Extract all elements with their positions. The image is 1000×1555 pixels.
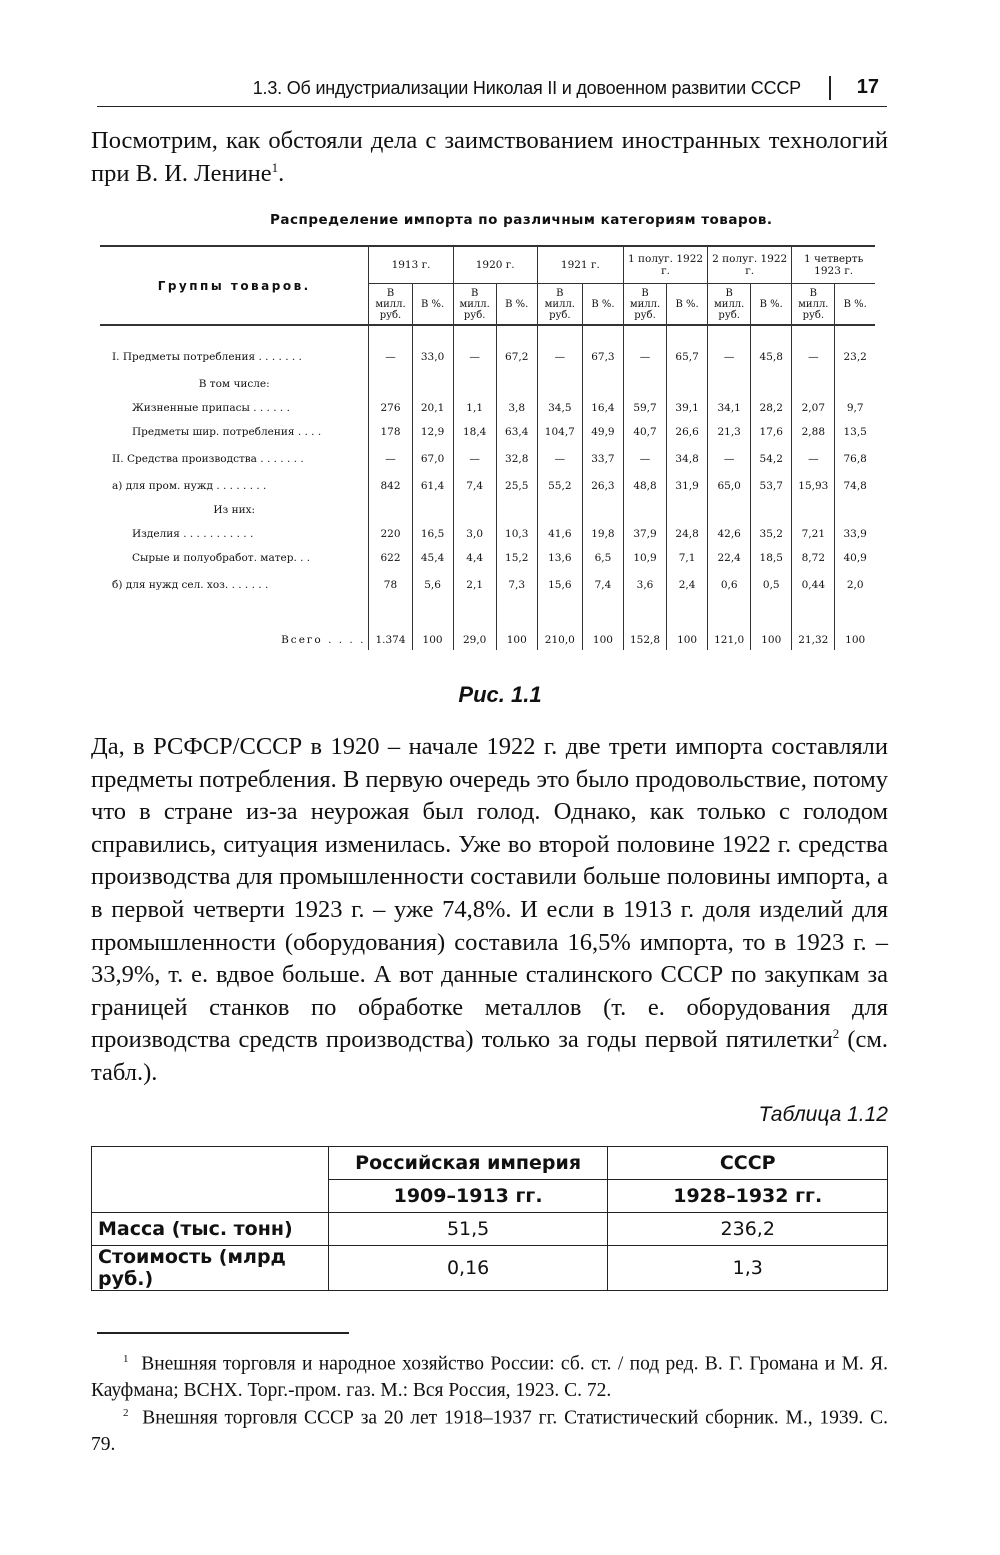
row-label: б) для нужд сел. хоз. . . . . . . xyxy=(112,579,269,591)
period-header: 1913 г. xyxy=(369,246,453,284)
cell: 32,8 xyxy=(496,444,537,474)
import-distribution-table xyxy=(100,245,875,650)
period-header: 1920 г. xyxy=(453,246,537,284)
cell: 100 xyxy=(582,600,623,650)
cell: 276 xyxy=(369,396,412,420)
cell: 100 xyxy=(667,600,708,650)
cell: 0,16 xyxy=(328,1246,608,1291)
cell: 1,3 xyxy=(608,1246,888,1291)
column-header: Российская империя xyxy=(328,1147,608,1180)
unit-rub: В милл. руб. xyxy=(623,284,666,326)
unit-rub: В милл. руб. xyxy=(369,284,412,326)
row-label: Стоимость (млрд руб.) xyxy=(92,1246,329,1291)
cell: 10,9 xyxy=(623,546,666,570)
cell: 121,0 xyxy=(708,600,751,650)
intro-text: Посмотрим, как обстояли дела с заимствованием иностранных технологий при В. И. Ленине xyxy=(91,127,888,187)
cell: 21,32 xyxy=(792,600,835,650)
cell: 7,3 xyxy=(496,570,537,600)
cell: 0,6 xyxy=(708,570,751,600)
cell: 39,1 xyxy=(667,396,708,420)
cell: 34,5 xyxy=(537,396,582,420)
unit-rub: В милл. руб. xyxy=(453,284,496,326)
row-label: I. Предметы потребления . . . . . . . xyxy=(112,351,302,363)
cell: 18,4 xyxy=(453,420,496,444)
table-label: Таблица 1.12 xyxy=(758,1103,888,1126)
cell: 13,6 xyxy=(537,546,582,570)
cell: 24,8 xyxy=(667,522,708,546)
cell: 10,3 xyxy=(496,522,537,546)
total-row xyxy=(100,600,875,650)
footnote-number: 2 xyxy=(123,1407,129,1419)
column-years: 1928–1932 гг. xyxy=(608,1180,888,1213)
body-paragraph xyxy=(91,731,888,1090)
row-label: Из них: xyxy=(213,504,256,516)
cell: 33,0 xyxy=(412,342,453,372)
cell: 29,0 xyxy=(453,600,496,650)
cell: — xyxy=(623,444,666,474)
table-header-row xyxy=(92,1147,888,1180)
cell: 33,9 xyxy=(835,522,875,546)
cell: — xyxy=(453,444,496,474)
total-label: Всего . . . . xyxy=(281,634,366,646)
cell: 9,7 xyxy=(835,396,875,420)
cell: 25,5 xyxy=(496,474,537,498)
period-header: 1921 г. xyxy=(537,246,623,284)
cell: 33,7 xyxy=(582,444,623,474)
cell: 7,4 xyxy=(453,474,496,498)
cell: — xyxy=(537,444,582,474)
cell: 65,0 xyxy=(708,474,751,498)
footnote-text: Внешняя торговля и народное хозяйство России: сб. ст. / под ред. В. Г. Громана и М. Я. Кауфмана; ВСНХ. Торг.-пром. газ. М.: Вся Россия, 1923. С. 72. xyxy=(91,1353,889,1401)
cell: — xyxy=(369,342,412,372)
cell: 15,2 xyxy=(496,546,537,570)
cell: 34,1 xyxy=(708,396,751,420)
footnote-ref-2[interactable]: 2 xyxy=(832,1026,840,1042)
cell: 100 xyxy=(496,600,537,650)
cell: 1,1 xyxy=(453,396,496,420)
column-years: 1909–1913 гг. xyxy=(328,1180,608,1213)
cell: 12,9 xyxy=(412,420,453,444)
table-row xyxy=(92,1213,888,1246)
cell: 210,0 xyxy=(537,600,582,650)
unit-rub: В милл. руб. xyxy=(792,284,835,326)
period-header: 1 полуг. 1922 г. xyxy=(623,246,707,284)
cell: 2,4 xyxy=(667,570,708,600)
page-number: 17 xyxy=(856,76,879,98)
cell: — xyxy=(792,444,835,474)
cell: 3,6 xyxy=(623,570,666,600)
unit-pct: В %. xyxy=(751,284,792,326)
table-row xyxy=(100,474,875,498)
cell: 842 xyxy=(369,474,412,498)
cell: 67,0 xyxy=(412,444,453,474)
cell: 7,4 xyxy=(582,570,623,600)
cell: — xyxy=(369,444,412,474)
intro-end: . xyxy=(278,160,285,187)
cell: 2,1 xyxy=(453,570,496,600)
unit-pct: В %. xyxy=(667,284,708,326)
cell: 5,6 xyxy=(412,570,453,600)
cell: 23,2 xyxy=(835,342,875,372)
period-header: 2 полуг. 1922 г. xyxy=(708,246,792,284)
row-label: Жизненные припасы . . . . . . xyxy=(132,402,290,414)
cell: 8,72 xyxy=(792,546,835,570)
cell: 3,0 xyxy=(453,522,496,546)
cell: — xyxy=(708,444,751,474)
cell: 67,3 xyxy=(582,342,623,372)
cell: 37,9 xyxy=(623,522,666,546)
cell: 55,2 xyxy=(537,474,582,498)
footnote-text: Внешняя торговля СССР за 20 лет 1918–1937 гг. Статистический сборник. М., 1939. С. 79. xyxy=(91,1407,889,1455)
cell: 20,1 xyxy=(412,396,453,420)
cell: 15,6 xyxy=(537,570,582,600)
cell: 48,8 xyxy=(623,474,666,498)
cell: 236,2 xyxy=(608,1213,888,1246)
cell: 41,6 xyxy=(537,522,582,546)
cell: 100 xyxy=(835,600,875,650)
cell: 26,3 xyxy=(582,474,623,498)
cell: 54,2 xyxy=(751,444,792,474)
figure-title: Распределение импорта по различным категориям товаров. xyxy=(270,212,773,228)
cell: 0,5 xyxy=(751,570,792,600)
cell: 76,8 xyxy=(835,444,875,474)
footnote-1 xyxy=(91,1346,888,1404)
cell: 22,4 xyxy=(708,546,751,570)
column-header: СССР xyxy=(608,1147,888,1180)
cell: — xyxy=(537,342,582,372)
cell: 3,8 xyxy=(496,396,537,420)
row-label: Сырые и полуобработ. матер. . . xyxy=(132,552,311,564)
cell: — xyxy=(708,342,751,372)
empty-corner-cell xyxy=(92,1147,329,1213)
figure-caption: Рис. 1.1 xyxy=(458,682,542,707)
cell: 16,5 xyxy=(412,522,453,546)
cell: 53,7 xyxy=(751,474,792,498)
cell: 6,5 xyxy=(582,546,623,570)
cell: 2,07 xyxy=(792,396,835,420)
machine-tools-table xyxy=(91,1146,888,1291)
cell: 18,5 xyxy=(751,546,792,570)
cell: 220 xyxy=(369,522,412,546)
footnote-number: 1 xyxy=(123,1353,129,1365)
row-label: Предметы шир. потребления . . . . xyxy=(132,426,322,438)
cell: 7,21 xyxy=(792,522,835,546)
unit-rub: В милл. руб. xyxy=(708,284,751,326)
running-header xyxy=(97,72,887,107)
period-header: 1 четверть 1923 г. xyxy=(792,246,875,284)
cell: 61,4 xyxy=(412,474,453,498)
cell: 31,9 xyxy=(667,474,708,498)
cell: 63,4 xyxy=(496,420,537,444)
table-row xyxy=(100,444,875,474)
header-separator xyxy=(829,76,831,100)
footnote-2 xyxy=(91,1400,888,1458)
cell: 42,6 xyxy=(708,522,751,546)
cell: — xyxy=(792,342,835,372)
table-row xyxy=(100,372,875,396)
unit-pct: В %. xyxy=(582,284,623,326)
cell: 59,7 xyxy=(623,396,666,420)
table-row xyxy=(100,570,875,600)
footnote-ref-1[interactable]: 1 xyxy=(271,159,279,175)
unit-pct: В %. xyxy=(412,284,453,326)
cell: 78 xyxy=(369,570,412,600)
cell: 21,3 xyxy=(708,420,751,444)
footnote-divider xyxy=(97,1332,349,1334)
row-label: II. Средства производства . . . . . . . xyxy=(112,453,304,465)
table-row xyxy=(100,420,875,444)
cell: 49,9 xyxy=(582,420,623,444)
row-label: Масса (тыс. тонн) xyxy=(92,1213,329,1246)
period-header-row xyxy=(100,246,875,284)
cell: 67,2 xyxy=(496,342,537,372)
cell: 13,5 xyxy=(835,420,875,444)
unit-pct: В %. xyxy=(496,284,537,326)
cell: 45,8 xyxy=(751,342,792,372)
table-row xyxy=(92,1246,888,1291)
cell: 104,7 xyxy=(537,420,582,444)
cell: 178 xyxy=(369,420,412,444)
table-row xyxy=(100,342,875,372)
cell: 45,4 xyxy=(412,546,453,570)
cell: — xyxy=(623,342,666,372)
unit-pct: В %. xyxy=(835,284,875,326)
row-label: а) для пром. нужд . . . . . . . . xyxy=(112,480,267,492)
cell: 4,4 xyxy=(453,546,496,570)
cell: 40,7 xyxy=(623,420,666,444)
cell: 35,2 xyxy=(751,522,792,546)
cell: 0,44 xyxy=(792,570,835,600)
cell: 17,6 xyxy=(751,420,792,444)
cell: 2,88 xyxy=(792,420,835,444)
cell: 622 xyxy=(369,546,412,570)
cell: 19,8 xyxy=(582,522,623,546)
cell: 65,7 xyxy=(667,342,708,372)
cell: 51,5 xyxy=(328,1213,608,1246)
cell: 74,8 xyxy=(835,474,875,498)
cell: 7,1 xyxy=(667,546,708,570)
chapter-title: 1.3. Об индустриализации Николая II и довоенном развитии СССР xyxy=(252,78,801,98)
table-row xyxy=(100,498,875,522)
row-label: Изделия . . . . . . . . . . . xyxy=(132,528,254,540)
cell: 1.374 xyxy=(369,600,412,650)
body-end: (см. табл.). xyxy=(91,1026,888,1086)
table-row xyxy=(100,522,875,546)
cell: 100 xyxy=(412,600,453,650)
table-row xyxy=(100,546,875,570)
cell: 2,0 xyxy=(835,570,875,600)
cell: 34,8 xyxy=(667,444,708,474)
row-label: В том числе: xyxy=(198,378,270,390)
cell: 100 xyxy=(751,600,792,650)
cell: 16,4 xyxy=(582,396,623,420)
cell: — xyxy=(453,342,496,372)
cell: 152,8 xyxy=(623,600,666,650)
unit-rub: В милл. руб. xyxy=(537,284,582,326)
groups-header: Группы товаров. xyxy=(100,246,369,325)
cell: 26,6 xyxy=(667,420,708,444)
intro-paragraph xyxy=(91,124,888,190)
cell: 40,9 xyxy=(835,546,875,570)
body-text: Да, в РСФСР/СССР в 1920 – начале 1922 г. две трети импорта составляли предметы потребления. В первую очередь это было продовольствие, потому что в стране из-за неурожая был голод. Однако, как только с голодом справились, ситуация изменилась. Уже во второй половине 1922 г. средства производства для промышленности составили больше половины импорта, а в первой четверти 1923 г. – уже 74,8%. И если в 1913 г. доля изделий для промышленности (оборудования) составила 16,5% импорта, то в 1923 г. – 33,9%, т. е. вдвое больше. А вот данные сталинского СССР по закупкам за границей станков по обработке металлов (т. е. оборудования для производства средств производства) только за годы первой пятилетки xyxy=(91,733,888,1054)
cell: 15,93 xyxy=(792,474,835,498)
table-row xyxy=(100,396,875,420)
cell: 28,2 xyxy=(751,396,792,420)
